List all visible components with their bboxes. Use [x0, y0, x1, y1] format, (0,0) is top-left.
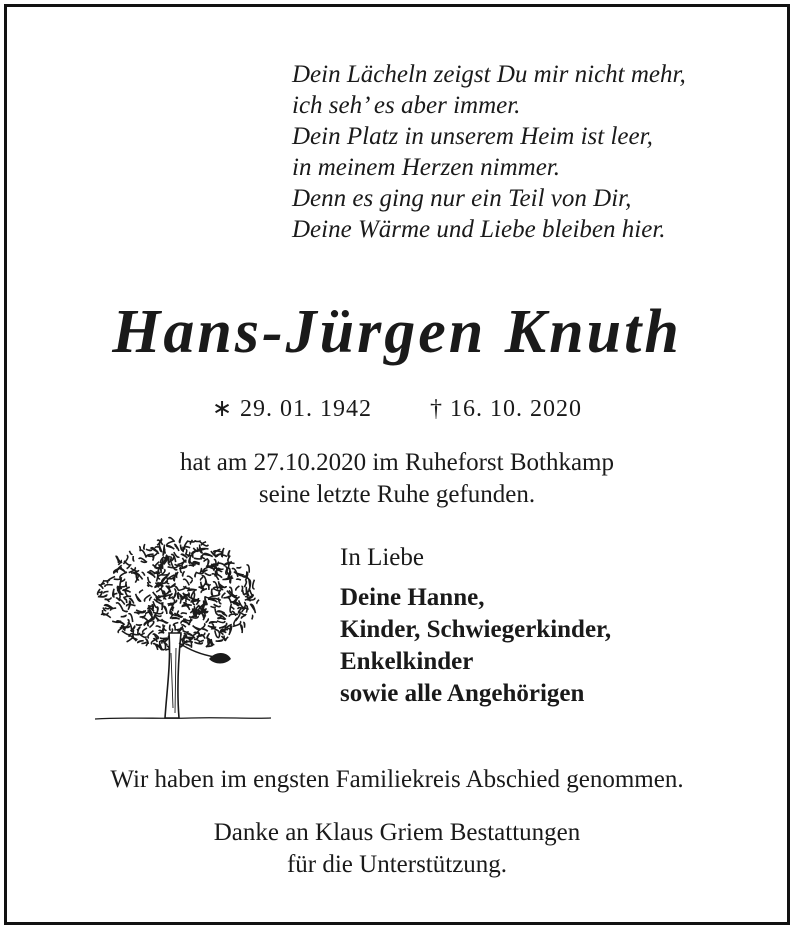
deceased-name: Hans-Jürgen Knuth — [112, 298, 682, 366]
family-line: Deine Hanne, — [340, 584, 485, 611]
life-dates — [7, 394, 787, 423]
burial-notice — [7, 447, 787, 511]
burial-line: seine letzte Ruhe gefunden. — [258, 481, 536, 508]
family-line: Enkelkinder — [340, 648, 474, 675]
memorial-poem — [292, 59, 772, 245]
poem-line: Dein Platz in unserem Heim ist leer, — [292, 123, 653, 150]
thanks-line: Danke an Klaus Griem Bestattungen — [213, 819, 581, 846]
death-date: † 16. 10. 2020 — [430, 396, 583, 422]
poem-line: Denn es ging nur ein Teil von Dir, — [292, 185, 632, 212]
signoff — [340, 542, 780, 710]
poem-line: ich seh’ es aber immer. — [292, 92, 521, 119]
poem-line: Dein Lächeln zeigst Du mir nicht mehr, — [292, 61, 686, 88]
tree-icon — [91, 533, 277, 723]
family-line: sowie alle Angehörigen — [340, 680, 585, 707]
burial-line: hat am 27.10.2020 im Ruheforst Bothkamp — [180, 449, 614, 476]
poem-line: Deine Wärme und Liebe bleiben hier. — [292, 216, 666, 243]
thanks-line: für die Unterstützung. — [286, 851, 508, 878]
poem-line: in meinem Herzen nimmer. — [292, 154, 561, 181]
obituary-notice — [4, 4, 790, 925]
signoff-intro: In Liebe — [340, 544, 424, 571]
family-line: Kinder, Schwiegerkinder, — [340, 616, 612, 643]
thanks-text — [7, 817, 787, 881]
birth-date: ∗ 29. 01. 1942 — [211, 396, 373, 422]
farewell-text: Wir haben im engsten Familiekreis Abschied genommen. — [110, 766, 684, 793]
